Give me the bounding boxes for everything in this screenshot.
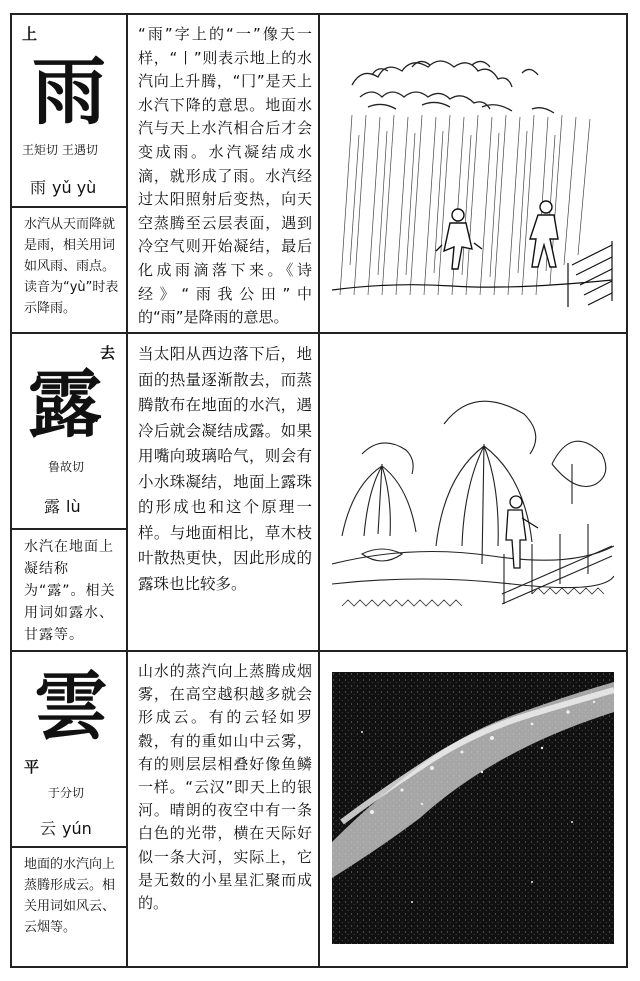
gloss-box (12, 848, 126, 966)
milky-way-illustration (332, 672, 614, 944)
seal-character: 露 (28, 362, 102, 448)
dictionary-page (10, 13, 628, 968)
seal-character: 雨 (32, 49, 106, 135)
character-column (12, 15, 128, 332)
modern-form (44, 494, 81, 517)
gloss-box (12, 208, 126, 332)
illustration-cell (320, 334, 626, 650)
fanqie-reading: 鲁故切 (48, 460, 85, 474)
character-header (12, 334, 126, 530)
gloss-text: 水汽从天而降就是雨，相关用词如风雨、雨点。读音为“yù”时表示降雨。 (24, 217, 119, 316)
pinyin: yǔ yù (52, 178, 97, 197)
pinyin: yún (62, 819, 92, 838)
entry-rain (12, 15, 626, 334)
character-header (12, 652, 126, 848)
modern-character: 云 (40, 819, 57, 838)
character-column (12, 334, 128, 650)
fanqie-reading: 王矩切 王遇切 (22, 143, 98, 157)
fanqie-reading: 于分切 (48, 786, 85, 800)
tone-mark: 上 (22, 25, 38, 43)
gloss-text: 地面的水汽向上蒸腾形成云。相关用词如风云、云烟等。 (24, 857, 116, 935)
modern-form (40, 816, 92, 839)
tone-mark: 去 (100, 344, 116, 362)
dew-garden-illustration (332, 384, 614, 614)
character-column (12, 652, 128, 966)
explanation-text: 当太阳从西边落下后，地面的热量逐渐散去，而蒸腾散布在地面的水汽，遇冷后就会凝结成露。如果用嘴向玻璃哈气，则会有小水珠凝结，地面上露珠的形成也和这个原理一样。与地面相比，草木枝叶散热更快，因此形成的露珠也比较多。 (128, 334, 320, 650)
explanation-text: 山水的蒸汽向上蒸腾成烟雾，在高空越积越多就会形成云。有的云轻如罗縠，有的重如山中云雾，有的则层层相叠好像鱼鳞一样。“云汉”即天上的银河。晴朗的夜空中有一条白色的光带，横在天际好似一条大河，实际上，它是无数的小星星汇聚而成的。 (128, 652, 320, 966)
explanation-text: “雨”字上的“一”像天一样，“丨”则表示地上的水汽向上升腾，“冂”是天上水汽下降的意思。地面水汽与天上水汽相合后才会变成雨。水汽凝结成水滴，就形成了雨。水汽经过太阳照射后变热，向天空蒸腾至云层表面，遇到冷空气则开始凝结，最后化成雨滴落下来。《诗经》“雨我公田”中的“雨”是降雨的意思。 (128, 15, 320, 332)
rain-scene-illustration (332, 45, 614, 315)
tone-mark: 平 (24, 758, 40, 776)
seal-character: 雲 (34, 664, 108, 750)
modern-character: 雨 (30, 178, 47, 197)
illustration-cell (320, 15, 626, 332)
gloss-box (12, 530, 126, 650)
entry-cloud (12, 652, 626, 966)
gloss-text: 水汽在地面上凝结称为“露”。相关用词如露水、甘露等。 (24, 539, 116, 643)
modern-character: 露 (44, 497, 61, 516)
illustration-cell (320, 652, 626, 966)
character-header (12, 15, 126, 208)
entry-dew (12, 334, 626, 652)
pinyin: lù (66, 497, 81, 516)
modern-form (30, 175, 96, 198)
